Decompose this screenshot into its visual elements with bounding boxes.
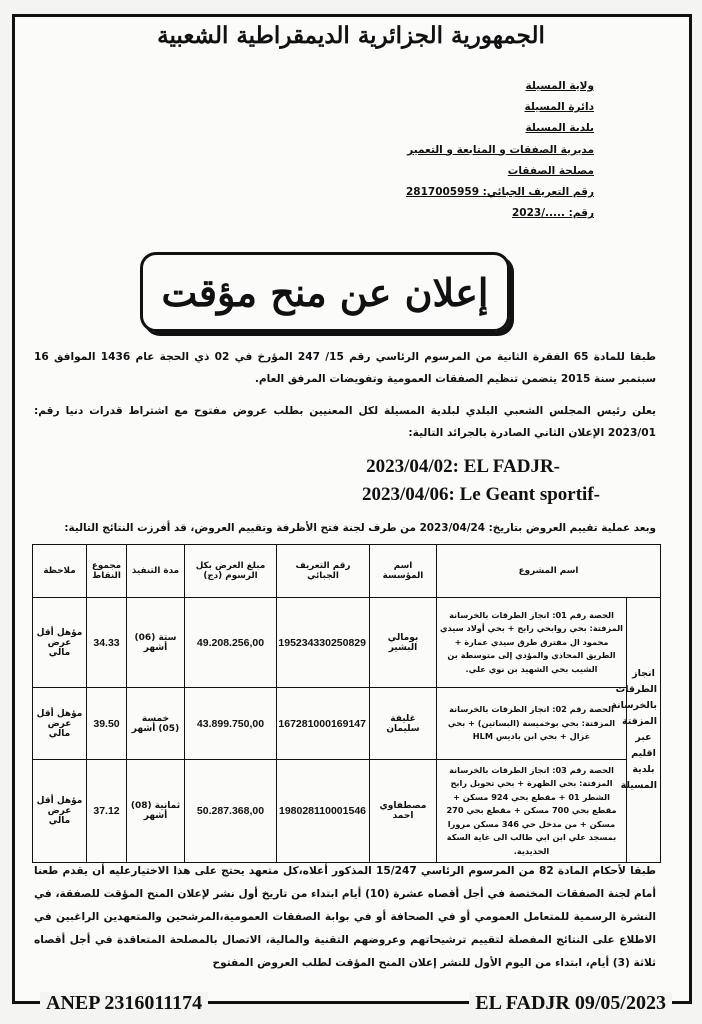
company-name: مصطفاوي احمد (370, 760, 437, 863)
republic-title: الجمهورية الجزائرية الديمقراطية الشعبية (157, 22, 545, 49)
newspaper-le-geant: 2023/04/06: Le Geant sportif- (361, 484, 600, 505)
nif-value: 195234330250829 (277, 598, 370, 688)
company-name: غليفة سليمان (370, 688, 437, 760)
admin-line: مصلحة الصفقات (507, 164, 594, 177)
header-note: ملاحظة (33, 545, 87, 598)
note-value: مؤهل أقل عرض مالي (33, 688, 87, 760)
publication-reference: EL FADJR 09/05/2023 (469, 992, 672, 1015)
newspaper-el-fadjr: 2023/04/02: EL FADJR- (366, 456, 560, 477)
anep-reference: ANEP 2316011174 (40, 992, 208, 1015)
lot-description: الحصة رقم 02: انجاز الطرقات بالخرسانة المزفتة: بحي بوخميسة (البساتين) + بحي غزال + بحي ابن باديس HLM (437, 688, 627, 760)
table-row (33, 688, 661, 760)
table-row (33, 760, 661, 863)
header-amount: مبلغ العرض بكل الرسوم (دج) (185, 545, 277, 598)
score-value: 39.50 (87, 688, 127, 760)
header-score: مجموع النقاط (87, 545, 127, 598)
score-value: 37.12 (87, 760, 127, 863)
header-duration: مدة التنفيذ (127, 545, 185, 598)
duration-value: خمسة (05) أشهر (127, 688, 185, 760)
project-name: انجاز الطرقات بالخرسانة المزفتة عبر اقليم بلدية المسيلة (627, 598, 661, 863)
admin-line: دائرة المسيلة (524, 101, 594, 114)
evaluation-paragraph: وبعد عملية تقييم العروض بتاريخ: 2023/04/24 من طرف لجنة فتح الأظرفة وتقييم العروض، قد أفرزت النتائج التالية: (64, 522, 656, 534)
header-project: اسم المشروع (437, 545, 661, 598)
admin-line: رقم التعريف الجبائي: 2817005959 (405, 186, 594, 199)
tender-paragraph: يعلن رئيس المجلس الشعبي البلدي لبلدية المسيلة لكل المعنيين بطلب عروض مفتوح مع اشتراط قدرات دنيا رقم: 2023/01 الإعلان الثاني الصادرة بالجرائد التالية: (34, 405, 656, 439)
note-value: مؤهل أقل عرض مالي (33, 598, 87, 688)
header-company: اسم المؤسسة (370, 545, 437, 598)
table-header-row (33, 545, 661, 598)
administration-block (334, 76, 594, 224)
legal-basis-paragraph: طبقا للمادة 65 الفقرة الثانية من المرسوم الرئاسي رقم 15/ 247 المؤرخ في 02 ذي الحجة عام 1436 الموافق 16 سبتمبر سنة 2015 يتضمن تنظيم الصفقات العمومية وتفويضات المرفق العام. (34, 351, 656, 385)
company-name: بومالي البشير (370, 598, 437, 688)
duration-value: ثمانية (08) أشهر (127, 760, 185, 863)
amount-value: 49.208.256,00 (185, 598, 277, 688)
header-nif: رقم التعريف الجبائي (277, 545, 370, 598)
admin-line: ولاية المسيلة (525, 80, 594, 92)
nif-value: 198028110001546 (277, 760, 370, 863)
lot-description: الحصة رقم 01: انجاز الطرقات بالخرسانة المزفتة: بحي روابحي رابح + بحي أولاد سيدي محمود ال مفترق طرق سيدي عمارة + الطريق المحاذي والمؤدي إلى متوسطة بن الشيب بحي الشهيد بن نوي علي. (437, 598, 627, 688)
duration-value: ستة (06) أشهر (127, 598, 185, 688)
admin-line: رقم: ...../2023 (511, 207, 594, 220)
announcement-title: إعلان عن منح مؤقت (140, 252, 510, 332)
table-row (33, 598, 661, 688)
score-value: 34.33 (87, 598, 127, 688)
lot-description: الحصة رقم 03: انجاز الطرقات بالخرسانة المزفتة: بحي الظهرة + بحي تحويل رابح الشطر 01 + مقطع بحي 924 مسكن + مقطع بحي 700 مسكن + مقطع بحي 270 مسكن + من مدخل حي 346 مسكن مرورا بمسجد علي ابن ابي طالب الى غاية السكة الحديدية. (437, 760, 627, 863)
admin-line: بلدية المسيلة (525, 122, 594, 135)
amount-value: 43.899.750,00 (185, 688, 277, 760)
nif-value: 167281000169147 (277, 688, 370, 760)
note-value: مؤهل أقل عرض مالي (33, 760, 87, 863)
results-table (32, 544, 661, 863)
appeal-paragraph: طبقا لأحكام المادة 82 من المرسوم الرئاسي 15/247 المذكور أعلاه،كل متعهد يحتج على هذا الاختيارعليه أن يقدم طعنا أمام لجنة الصفقات المختصة في أجل أقصاه عشرة (10) أيام ابتداء من تاريخ أول نشر لإعلان المنح المؤقت للصفقة، في النشرة الرسمية للمتعامل العمومي أو في الصحافة أو في بوابة الصفقات العمومية،المرشحين والمتعهدين الراغبين في الاطلاع على النتائج المفصلة لتقييم ترشيحاتهم وعروضهم التقنية والمالية، الاتصال بالمصلحة المتعاقدة في أجل أقصاه ثلاثة (3) أيام، ابتداء من اليوم الأول للنشر إعلان المنح المؤقت لطلب العروض المفتوح (34, 865, 656, 969)
amount-value: 50.287.368,00 (185, 760, 277, 863)
admin-line: مديرية الصفقات و المتابعة و التعمير (407, 143, 594, 156)
